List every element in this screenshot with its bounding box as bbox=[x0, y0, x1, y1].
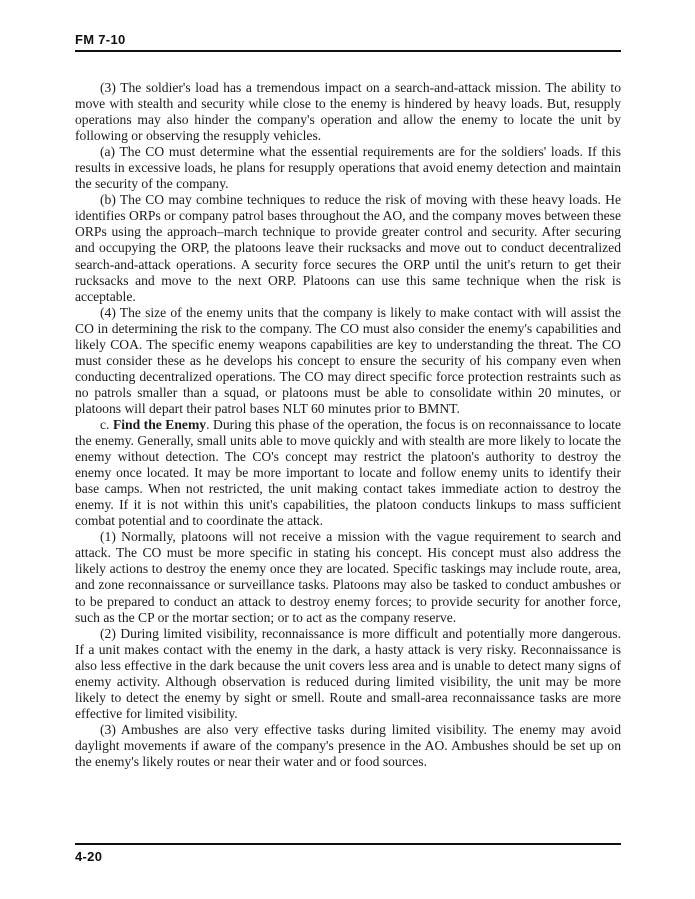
paragraph-text: (1) Normally, platoons will not receive a mission with the vague requirement to search and attack. The CO must be more specific in stating his concept. His concept must also address the likely actions to destroy the enemy once they are located. Specific taskings may include route, area, and zone reconnaissance or surveillance tasks. Platoons may also be tasked to conduct ambushes or to be prepared to conduct an attack to destroy enemy forces; to provide security for another force, such as the CP or the mortar section; or to act as the company reserve. bbox=[75, 529, 621, 625]
page-body bbox=[75, 80, 621, 770]
footer-rule bbox=[75, 843, 621, 845]
paragraph-3-ambushes bbox=[75, 722, 621, 770]
paragraph-3-soldiers-load bbox=[75, 80, 621, 144]
paragraph-text: . During this phase of the operation, the focus is on reconnaissance to locate the enemy. Generally, small units able to move quickly and with stealth are more likely to locate the enemy without detection. The CO's concept may restrict the platoon's authority to destroy the enemy once located. It may be more important to locate and follow enemy units to identify their base camps. When not restricted, the unit making contact takes immediate action to destroy the enemy. If it is not within this unit's capabilities, the platoon conducts linkups to mass sufficient combat potential and to coordinate the attack. bbox=[75, 416, 621, 529]
page-number: 4-20 bbox=[75, 849, 103, 864]
page-footer bbox=[75, 843, 621, 864]
paragraph-b-combine-techniques bbox=[75, 192, 621, 304]
manual-number-header: FM 7-10 bbox=[75, 32, 126, 47]
paragraph-text: (3) The soldier's load has a tremendous impact on a search-and-attack mission. The ability to move with stealth and security while close to the enemy is hindered by heavy loads. But, resupply operations may also hinder the company's operation and allow the enemy to locate the unit by following or observing the resupply vehicles. bbox=[75, 80, 621, 144]
paragraph-2-limited-visibility bbox=[75, 626, 621, 722]
run-in-heading: Find the Enemy bbox=[112, 416, 207, 432]
paragraph-text: (a) The CO must determine what the essential requirements are for the soldiers' loads. If this results in excessive loads, he plans for resupply operations that avoid enemy detection and maintain the security of the company. bbox=[75, 144, 621, 192]
header-rule bbox=[75, 50, 621, 52]
paragraph-text: (3) Ambushes are also very effective tasks during limited visibility. The enemy may avoid daylight movements if aware of the company's presence in the AO. Ambushes should be set up on the enemy's likely routes or near their water and or food sources. bbox=[75, 721, 621, 769]
paragraph-text: (2) During limited visibility, reconnaissance is more difficult and potentially more dangerous. If a unit makes contact with the enemy in the dark, a hasty attack is very risky. Reconnaissance is also less effective in the dark because the unit covers less area and is unable to detect many signs of enemy activity. Although observation is reduced during limited visibility, the unit may be more likely to detect the enemy by sight or smell. Route and small-area reconnaissance tasks are more effective for limited visibility. bbox=[75, 625, 621, 721]
paragraph-label: c. bbox=[100, 416, 113, 432]
page-header bbox=[75, 32, 621, 52]
paragraph-text: (b) The CO may combine techniques to reduce the risk of moving with these heavy loads. He identifies ORPs or company patrol bases throughout the AO, and the company moves between these ORPs using the approach–march technique to provide greater control and security. After securing and occupying the ORP, the platoons leave their rucksacks and move out to conduct decentralized search-and-attack operations. A security force secures the ORP until the unit's return to get their rucksacks and move to the next ORP. Platoons can use this same technique when the risk is acceptable. bbox=[75, 192, 621, 304]
paragraph-a-essential-requirements bbox=[75, 144, 621, 192]
paragraph-c-find-the-enemy bbox=[75, 417, 621, 529]
paragraph-4-enemy-unit-size bbox=[75, 305, 621, 417]
paragraph-text: (4) The size of the enemy units that the company is likely to make contact with will assist the CO in determining the risk to the company. The CO must also consider the enemy's capabilities and likely COA. The specific enemy weapons capabilities are key to understanding the threat. The CO must consider these as he develops his concept to ensure the security of his company even when conducting decentralized operations. The CO may direct specific force protection restraints such as no patrols smaller than a squad, or platoons must be able to consolidate within 20 minutes, or platoons will depart their patrol bases NLT 60 minutes prior to BMNT. bbox=[75, 304, 621, 416]
paragraph-1-normally-platoons bbox=[75, 529, 621, 625]
